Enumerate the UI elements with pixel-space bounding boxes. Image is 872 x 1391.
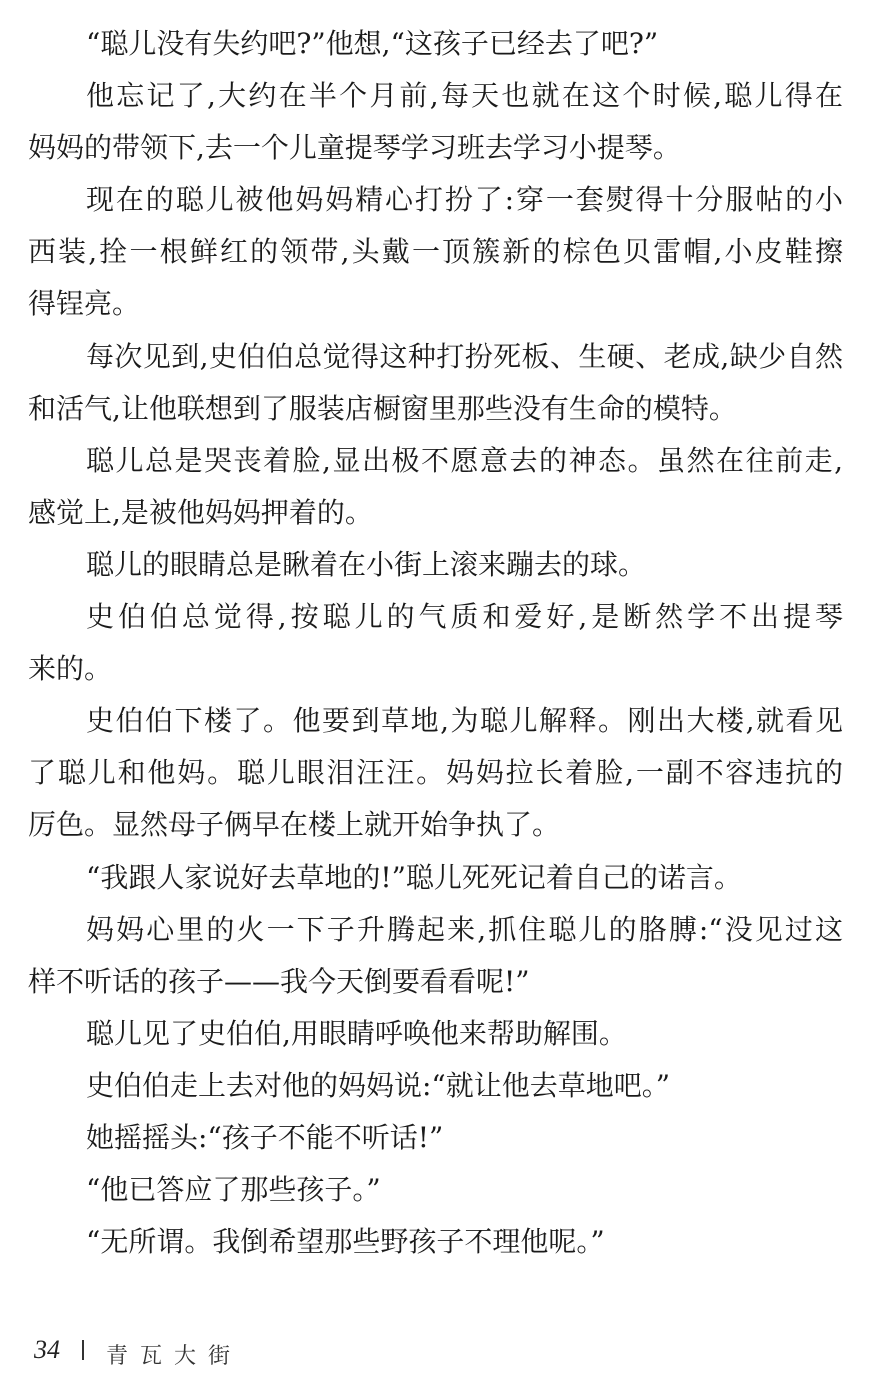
text-line: 史伯伯下楼了。他要到草地,为聪儿解释。刚出大楼,就看见 [86, 704, 843, 738]
text-line: 聪儿的眼睛总是瞅着在小街上滚来蹦去的球。 [86, 547, 647, 581]
text-line: 妈妈的带领下,去一个儿童提琴学习班去学习小提琴。 [28, 131, 681, 165]
paragraph [28, 600, 843, 704]
paragraph [28, 1173, 843, 1225]
text-line: 样不听话的孩子——我今天倒要看看呢!” [28, 964, 530, 998]
text-line: 感觉上,是被他妈妈押着的。 [28, 495, 373, 529]
paragraph [28, 913, 843, 1017]
text-line: 史伯伯总觉得,按聪儿的气质和爱好,是断然学不出提琴 [86, 600, 843, 634]
paragraph [28, 861, 843, 913]
paragraph [28, 1225, 843, 1277]
text-line: 和活气,让他联想到了服装店橱窗里那些没有生命的模特。 [28, 391, 737, 425]
paragraph [28, 1069, 843, 1121]
paragraph [28, 444, 843, 548]
text-line: “他已答应了那些孩子。” [86, 1173, 381, 1207]
text-line: “我跟人家说好去草地的!”聪儿死死记着自己的诺言。 [86, 860, 742, 894]
text-line: 妈妈心里的火一下子升腾起来,抓住聪儿的胳膊:“没见过这 [86, 912, 843, 946]
text-line: 他忘记了,大约在半个月前,每天也就在这个时候,聪儿得在 [86, 79, 843, 113]
text-line: 厉色。显然母子俩早在楼上就开始争执了。 [28, 808, 561, 842]
paragraph [28, 183, 843, 339]
text-line: 史伯伯走上去对他的妈妈说:“就让他去草地吧。” [86, 1068, 671, 1102]
running-title: 青瓦大街 [106, 1343, 243, 1369]
paragraph [28, 340, 843, 444]
footer-divider [82, 1340, 84, 1360]
text-line: 现在的聪儿被他妈妈精心打扮了:穿一套熨得十分服帖的小 [86, 183, 843, 217]
paragraph [28, 1017, 843, 1069]
paragraph [28, 1121, 843, 1173]
text-line: 西装,拴一根鲜红的领带,头戴一顶簇新的棕色贝雷帽,小皮鞋擦 [28, 235, 843, 269]
text-line: 聪儿见了史伯伯,用眼睛呼唤他来帮助解围。 [86, 1016, 627, 1050]
page-footer [34, 1333, 242, 1367]
text-line: 每次见到,史伯伯总觉得这种打扮死板、生硬、老成,缺少自然 [86, 339, 843, 373]
paragraph [28, 548, 843, 600]
text-line: “聪儿没有失约吧?”他想,“这孩子已经去了吧?” [86, 27, 659, 60]
paragraph [28, 27, 843, 79]
text-line: 了聪儿和他妈。聪儿眼泪汪汪。妈妈拉长着脸,一副不容违抗的 [28, 756, 843, 790]
text-line: 得锃亮。 [28, 287, 141, 321]
text-line: 她摇摇头:“孩子不能不听话!” [86, 1120, 444, 1154]
page-number: 34 [34, 1335, 60, 1364]
body-text [28, 27, 843, 1277]
text-line: 来的。 [28, 652, 113, 686]
text-line: 聪儿总是哭丧着脸,显出极不愿意去的神态。虽然在往前走, [86, 443, 843, 477]
text-line: “无所谓。我倒希望那些野孩子不理他呢。” [86, 1225, 605, 1259]
paragraph [28, 704, 843, 860]
paragraph [28, 79, 843, 183]
